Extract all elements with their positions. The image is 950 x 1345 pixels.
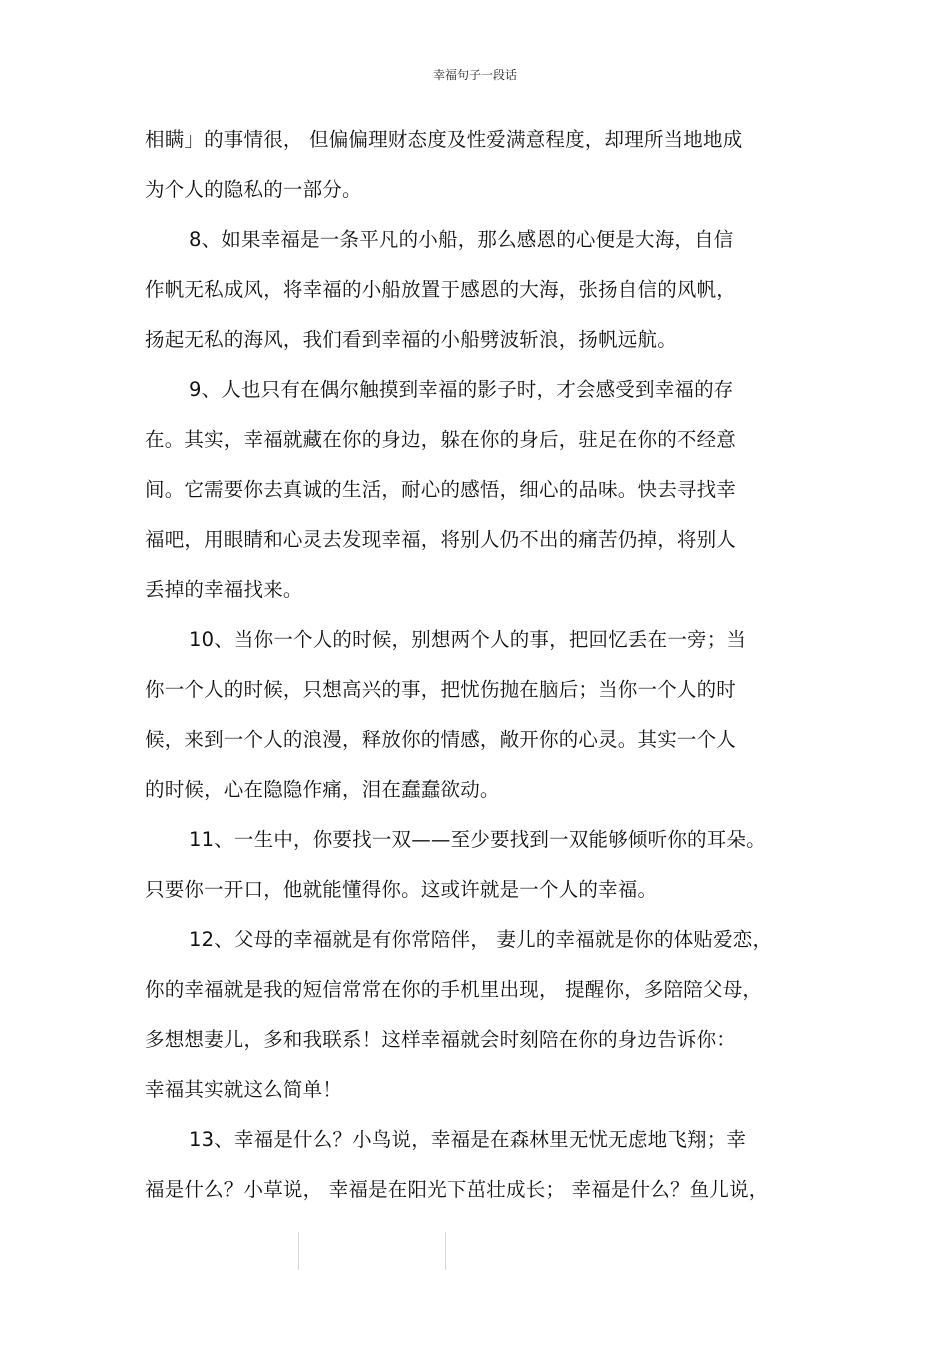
paragraph-start-line: 12、父母的幸福就是有你常陪伴， 妻儿的幸福就是你的体贴爱恋， <box>189 928 773 951</box>
paragraph-start-line: 9、人也只有在偶尔触摸到幸福的影子时，才会感受到幸福的存 <box>189 378 734 401</box>
document-body <box>145 122 805 1222</box>
text-line: 福是什么？小草说， 幸福是在阳光下茁壮成长； 幸福是什么？鱼儿说， <box>145 1178 769 1201</box>
text-line: 候，来到一个人的浪漫，释放你的情感，敞开你的心灵。其实一个人 <box>145 728 737 751</box>
paragraph-start-line: 8、如果幸福是一条平凡的小船，那么感恩的心便是大海，自信 <box>189 228 734 251</box>
footer-divider-right <box>445 1232 446 1270</box>
footer-divider-left <box>298 1232 299 1270</box>
text-line: 间。它需要你去真诚的生活，耐心的感悟，细心的品味。快去寻找幸 <box>145 478 737 501</box>
text-line: 你一个人的时候，只想高兴的事，把忧伤抛在脑后；当你一个人的时 <box>145 678 737 701</box>
text-line: 扬起无私的海风，我们看到幸福的小船劈波斩浪，扬帆远航。 <box>145 328 677 351</box>
text-line: 的时候，心在隐隐作痛，泪在蠢蠢欲动。 <box>145 778 500 801</box>
paragraph-start-line: 13、幸福是什么？小鸟说，幸福是在森林里无忧无虑地飞翔；幸 <box>189 1128 747 1151</box>
paragraph-start-line: 11、一生中，你要找一双——至少要找到一双能够倾听你的耳朵。 <box>189 828 766 851</box>
text-line: 为个人的隐私的一部分。 <box>145 178 362 201</box>
text-line: 幸福其实就这么简单！ <box>145 1078 343 1101</box>
text-line: 福吧，用眼睛和心灵去发现幸福，将别人仍不出的痛苦仍掉，将别人 <box>145 528 737 551</box>
text-line: 相瞒」的事情很， 但偏偏理财态度及性爱满意程度，却理所当地地成 <box>145 128 743 151</box>
page-header-title: 幸福句子一段话 <box>432 68 517 82</box>
text-line: 你的幸福就是我的短信常常在你的手机里出现， 提醒你，多陪陪父母， <box>145 978 763 1001</box>
text-line: 只要你一开口，他就能懂得你。这或许就是一个人的幸福。 <box>145 878 658 901</box>
text-line: 在。其实，幸福就藏在你的身边，躲在你的身后，驻足在你的不经意 <box>145 428 737 451</box>
page-footer-marks <box>298 1232 448 1270</box>
paragraph-start-line: 10、当你一个人的时候，别想两个人的事，把回忆丢在一旁；当 <box>189 628 747 651</box>
text-line: 丢掉的幸福找来。 <box>145 578 303 601</box>
text-line: 多想想妻儿，多和我联系！这样幸福就会时刻陪在你的身边告诉你： <box>145 1028 737 1051</box>
text-line: 作帆无私成风，将幸福的小船放置于感恩的大海，张扬自信的风帆， <box>145 278 737 301</box>
